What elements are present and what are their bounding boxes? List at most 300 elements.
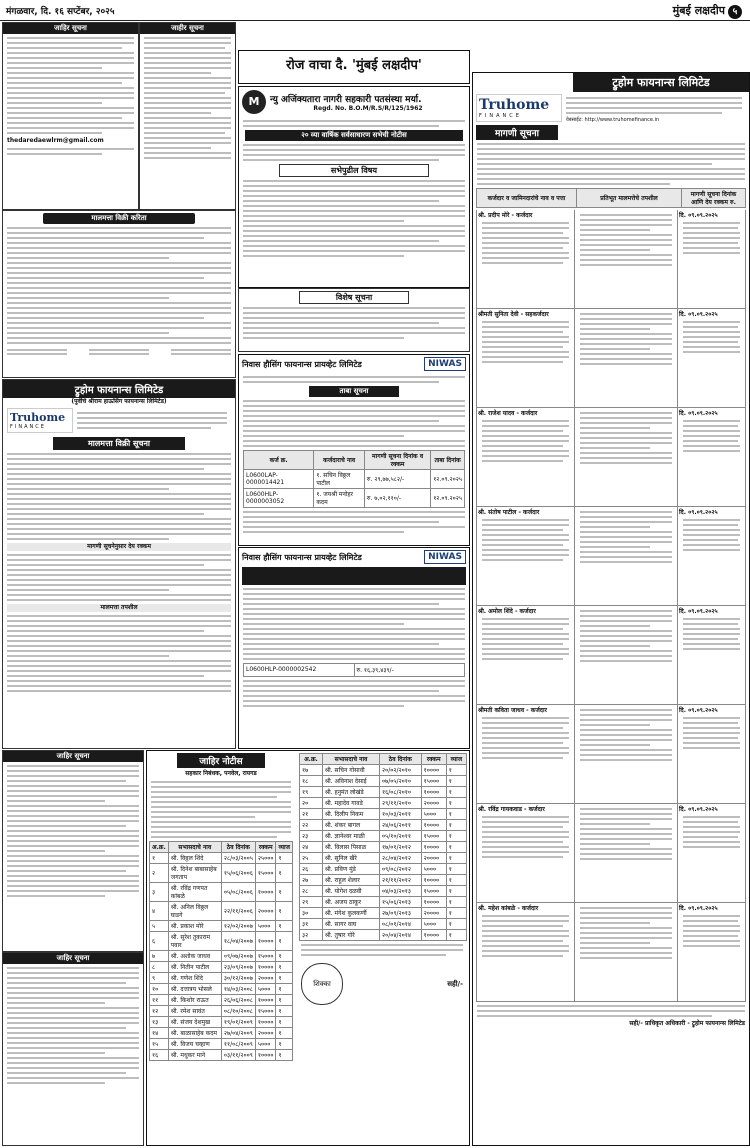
member-amount: १०००० (421, 765, 446, 776)
member-interest: १ (276, 864, 293, 883)
member-interest: १ (276, 973, 293, 984)
table-row (300, 776, 467, 787)
contact-email: thedaredaewlrm@gmail.com (7, 137, 104, 144)
table-row (300, 908, 467, 919)
member-interest: १ (446, 842, 466, 853)
notice-title: जाहिर सूचना (3, 23, 138, 34)
member-interest: १ (446, 864, 466, 875)
member-sr: ६ (150, 932, 169, 951)
member-amount: १५००० (421, 886, 446, 897)
member-interest: १ (276, 1050, 293, 1061)
member-amount: २०००० (421, 908, 446, 919)
truhome-sale-notice (2, 379, 236, 749)
bottom-left-notice-2 (2, 952, 144, 1146)
member-amount: ५००० (421, 809, 446, 820)
niwas-logo: NIWAS (424, 357, 466, 371)
signature: सही/- (447, 979, 463, 988)
member-amount: १०००० (255, 1017, 276, 1028)
member-name: श्री. मधुकर माने (168, 1050, 221, 1061)
member-date: ०८/१०/२००८ (221, 1006, 255, 1017)
member-sr: २९ (300, 897, 323, 908)
member-name: श्री. सागर वाघ (322, 919, 379, 930)
member-interest: १ (276, 1006, 293, 1017)
member-amount: १५००० (421, 776, 446, 787)
demand-date: दि. ०९.०९.२०२५ (679, 311, 718, 318)
member-interest: १ (276, 962, 293, 973)
member-sr: २६ (300, 864, 323, 875)
member-sr: २१ (300, 809, 323, 820)
member-amount: २०००० (421, 798, 446, 809)
member-amount: १०००० (421, 820, 446, 831)
member-date: १०/०३/२०११ (380, 809, 422, 820)
col-demand: मागणी सूचना दिनांक आणि देय रक्कम रु. (682, 189, 746, 208)
member-sr: १९ (300, 787, 323, 798)
col-interest: व्याज (276, 842, 293, 853)
member-interest: १ (276, 932, 293, 951)
loan-no: L0600HLP-0000003052 (244, 489, 314, 508)
member-date: १७/०१/२०१२ (380, 842, 422, 853)
table-row (150, 883, 293, 902)
member-date: १८/०४/२००७ (221, 932, 255, 951)
demand-row (476, 804, 746, 903)
table-row (300, 798, 467, 809)
member-name: श्री. गणेश शिंदे (168, 973, 221, 984)
table-row (300, 930, 467, 941)
member-amount: १०००० (255, 1050, 276, 1061)
truhome-company: ट्रुहोम फायनान्स लिमिटेड (573, 73, 749, 92)
agenda-title: सभेपुढील विषय (279, 164, 429, 177)
niwas-col-name: कर्जदाराचे नाव (314, 451, 365, 470)
member-date: ०४/०३/२०१३ (380, 886, 422, 897)
col-property: प्रतिभूत मालमत्तेचे तपशील (577, 189, 682, 208)
society-name: न्यु अजिंक्यतारा नागरी सहकारी पतसंस्था मर्या. (270, 95, 422, 105)
demand-row (476, 606, 746, 705)
niwas-possession-notice (238, 354, 470, 546)
special-instructions (238, 288, 470, 352)
public-notice-sub: सहकार निबंधक, पनवेल, रायगड (185, 770, 257, 777)
demand-date: दि. ०९.०९.२०२५ (679, 806, 718, 813)
bottom-left-title-2: जाहिर सूचना (3, 953, 143, 964)
member-amount: १०००० (421, 875, 446, 886)
member-interest: १ (446, 875, 466, 886)
member-sr: २४ (300, 842, 323, 853)
table-row (300, 864, 467, 875)
bottom-left-title-1: जाहिर सूचना (3, 751, 143, 762)
table-row (300, 919, 467, 930)
member-name: श्री. ज्ञानेश्वर माळी (322, 831, 379, 842)
property-sale-notice (2, 210, 236, 378)
member-date: १४/०३/२००८ (221, 984, 255, 995)
member-name: श्री. शंकर बागल (322, 820, 379, 831)
member-interest: १ (446, 787, 466, 798)
truhome-left-company: ट्रुहोम फायनान्स लिमिटेड (3, 380, 235, 398)
truhome-section: मागणी सूचना (476, 125, 558, 140)
member-sr: २७ (300, 875, 323, 886)
member-sr: २ (150, 864, 169, 883)
member-name: श्री. प्रकाश मोरे (168, 921, 221, 932)
possession-date: १२.०९.२०२५ (431, 470, 465, 489)
member-sr: १३ (150, 1017, 169, 1028)
table-row (150, 973, 293, 984)
truhome-left-table-head: मागणी सूचनेनुसार देय रक्कम (7, 543, 231, 551)
members-table-1 (149, 841, 293, 1061)
table-row (300, 886, 467, 897)
member-sr: १४ (150, 1028, 169, 1039)
niwas-table (243, 450, 465, 508)
niwas2-logo: NIWAS (424, 550, 466, 564)
table-row (244, 470, 465, 489)
demand-date: दि. ०९.०९.२०२५ (679, 608, 718, 615)
borrower-name: १. सचिन विठ्ठल पाटील (314, 470, 365, 489)
member-name: श्री. महादेव गावडे (322, 798, 379, 809)
member-amount: २०००० (255, 973, 276, 984)
member-name: श्री. विलास पिसाळ (322, 842, 379, 853)
member-interest: १ (446, 776, 466, 787)
members-table-2 (299, 753, 467, 941)
left-top-notice-1 (2, 22, 139, 210)
table-row (150, 995, 293, 1006)
stamp: शिक्का (301, 963, 343, 1005)
member-interest: १ (446, 930, 466, 941)
table-row (300, 765, 467, 776)
niwas-company: निवास हौसिंग फायनान्स प्रायव्हेट लिमिटेड (242, 359, 362, 369)
member-name: श्री. बाळासाहेब कदम (168, 1028, 221, 1039)
member-date: २३/०९/२००७ (221, 962, 255, 973)
borrower-name: श्री. अमोल शिंदे - कर्जदार (478, 608, 536, 615)
date-line: मंगळवार, दि. १६ सप्टेंबर, २०२५ (6, 7, 115, 17)
member-sr: २२ (300, 820, 323, 831)
member-date: २८/०४/२०१२ (380, 853, 422, 864)
member-amount: १५००० (255, 864, 276, 883)
member-date: ०५/१०/२०११ (380, 831, 422, 842)
member-name: श्री. विजय चव्हाण (168, 1039, 221, 1050)
member-sr: १५ (150, 1039, 169, 1050)
col-member: सभासदाचे नाव (168, 842, 221, 853)
borrower-name: श्री. संतोष पाटील - कर्जदार (478, 509, 540, 516)
member-date: ०८/०१/२०१४ (380, 919, 422, 930)
table-row (150, 853, 293, 864)
col-sr: अ.क्र. (150, 842, 169, 853)
table-row (300, 897, 467, 908)
demand-date: दि. ०९.०९.२०२५ (679, 410, 718, 417)
member-sr: २३ (300, 831, 323, 842)
member-date: २२/११/२००६ (221, 902, 255, 921)
tagline-banner (238, 50, 470, 84)
tagline-text: रोज वाचा दै. 'मुंबई लक्षदीप' (286, 58, 422, 73)
demand-date: दि. ०९.०९.२०२५ (679, 905, 718, 912)
member-date: ११/०८/२००९ (221, 1039, 255, 1050)
member-amount: १५००० (421, 831, 446, 842)
member-name: श्री. सुनिल खैरे (322, 853, 379, 864)
borrower-name: श्री. प्रदीप मोरे - कर्जदार (478, 212, 533, 219)
member-name: श्री. अशोक जाधव (168, 951, 221, 962)
col-member: सभासदाचे नाव (322, 754, 379, 765)
member-date: ०५/०८/२००६ (221, 883, 255, 902)
member-date: १५/०६/२०१३ (380, 897, 422, 908)
member-amount: २०००० (255, 1028, 276, 1039)
member-date: २०/०४/२०१४ (380, 930, 422, 941)
member-date: २१/११/२०१२ (380, 875, 422, 886)
demand-row (476, 903, 746, 1002)
member-date: २०/०२/२०१० (380, 765, 422, 776)
borrower-name: श्री. रविंद्र गायकवाड - कर्जदार (478, 806, 545, 813)
demand-row (476, 309, 746, 408)
agm-notice-title: २० व्या वार्षिक सर्वसाधारण सभेची नोटीस (245, 130, 463, 141)
page-number: ५ (728, 5, 742, 19)
demand-date: दि. ०९.०९.२०२५ (679, 212, 718, 219)
member-amount: ५००० (421, 864, 446, 875)
demand-row (476, 705, 746, 804)
truhome-footer: सही/- प्राधिकृत अधिकारी - ट्रुहोम फायनान्स लिमिटेड (629, 1020, 745, 1027)
member-name: श्री. संजय देशमुख (168, 1017, 221, 1028)
member-sr: ३० (300, 908, 323, 919)
member-sr: १६ (150, 1050, 169, 1061)
table-row (150, 951, 293, 962)
member-amount: १५००० (255, 951, 276, 962)
member-amount: १०००० (421, 787, 446, 798)
member-name: श्री. हनुमंत लोखंडे (322, 787, 379, 798)
member-date: २७/०९/२०१३ (380, 908, 422, 919)
member-amount: १०००० (421, 897, 446, 908)
table-row (300, 853, 467, 864)
table-row (150, 1017, 293, 1028)
member-interest: १ (276, 995, 293, 1006)
table-row (150, 1050, 293, 1061)
paper-name: मुंबई लक्षदीप ५ (673, 3, 742, 19)
col-amount: रक्कम (255, 842, 276, 853)
member-sr: २० (300, 798, 323, 809)
member-amount: २०००० (421, 853, 446, 864)
niwas-notice-2 (238, 547, 470, 749)
table-row (150, 902, 293, 921)
member-amount: १०००० (255, 932, 276, 951)
member-amount: २०००० (255, 902, 276, 921)
truhome-logo (7, 408, 73, 433)
member-date: १५/०६/२००६ (221, 864, 255, 883)
public-notice-title: जाहिर नोटीस (177, 753, 265, 768)
col-date: ठेव दिनांक (221, 842, 255, 853)
member-name: श्री. रमेश सावंत (168, 1006, 221, 1017)
niwas2-company: निवास हौसिंग फायनान्स प्रायव्हेट लिमिटेड (242, 552, 362, 562)
member-name: श्री. अनिल विठ्ठल घाडगे (168, 902, 221, 921)
member-date: ३०/१२/२००७ (221, 973, 255, 984)
table-row (244, 489, 465, 508)
member-amount: २५००० (255, 853, 276, 864)
table-row (300, 875, 467, 886)
col-borrower: कर्जदार व जामिनदारांचे नाव व पत्ता (477, 189, 577, 208)
member-name: श्री. सुरेश तुकाराम पवार (168, 932, 221, 951)
member-sr: १७ (300, 765, 323, 776)
member-name: श्री. दिनेश बाबासाहेब जगताप (168, 864, 221, 883)
member-date: ०९/०७/२००७ (221, 951, 255, 962)
member-name: श्री. रविंद्र गणपत कांबळे (168, 883, 221, 902)
loan-no: L0600LAP-0000014421 (244, 470, 314, 489)
member-amount: ५००० (255, 921, 276, 932)
member-name: श्री. राहुल शेलार (322, 875, 379, 886)
table-row (150, 1006, 293, 1017)
society-agm-notice (238, 86, 470, 288)
member-name: श्री. मंगेश कुलकर्णी (322, 908, 379, 919)
page-header (0, 0, 750, 21)
member-sr: १ (150, 853, 169, 864)
niwas-col-loan: कर्ज क्र. (244, 451, 314, 470)
member-sr: १८ (300, 776, 323, 787)
demand-amount: रु. ७,०२,११०/- (364, 489, 430, 508)
member-amount: ५००० (255, 1039, 276, 1050)
member-sr: ३ (150, 883, 169, 902)
member-name: श्री. किशोर राऊत (168, 995, 221, 1006)
member-name: श्री. प्रविण मुंडे (322, 864, 379, 875)
borrower-name: श्री. महेश कांबळे - कर्जदार (478, 905, 539, 912)
member-interest: १ (446, 798, 466, 809)
member-interest: १ (446, 919, 466, 930)
society-regd: Regd. No. B.O.M/R.S/R/125/1962 (313, 105, 423, 112)
member-date: १९/०१/२००९ (221, 1017, 255, 1028)
truhome-brand: Truhome (10, 411, 66, 424)
member-amount: ५००० (255, 984, 276, 995)
member-interest: १ (276, 1017, 293, 1028)
demand-row (476, 507, 746, 606)
table-row (150, 962, 293, 973)
table-row (300, 809, 467, 820)
member-sr: ९ (150, 973, 169, 984)
member-name: श्री. नितीन पाटील (168, 962, 221, 973)
col-amount: रक्कम (421, 754, 446, 765)
member-interest: १ (446, 908, 466, 919)
member-date: ०९/०८/२०१२ (380, 864, 422, 875)
borrower-name: श्रीमती कविता जाधव - कर्जदार (478, 707, 547, 714)
col-interest: व्याज (446, 754, 466, 765)
member-interest: १ (276, 951, 293, 962)
member-amount: १०००० (421, 842, 446, 853)
table-row (150, 1028, 293, 1039)
member-date: ०७/०५/२०१० (380, 776, 422, 787)
member-sr: १२ (150, 1006, 169, 1017)
member-sr: ७ (150, 951, 169, 962)
member-date: १२/०२/२००७ (221, 921, 255, 932)
niwas-section: ताबा सूचना (309, 386, 399, 397)
special-title: विशेष सूचना (299, 291, 409, 304)
table-row (300, 820, 467, 831)
member-name: श्री. विठ्ठल शिंदे (168, 853, 221, 864)
member-date: २६/०६/२००८ (221, 995, 255, 1006)
borrower-name: श्री. राजेश यादव - कर्जदार (478, 410, 538, 417)
member-name: श्री. सचिन गोसावी (322, 765, 379, 776)
demand-rows (473, 210, 749, 1002)
demand-date: दि. ०९.०९.२०२५ (679, 509, 718, 516)
bottom-left-notice-1 (2, 750, 144, 952)
member-amount: ५००० (421, 919, 446, 930)
notice-title-2: जाहीर सूचना (140, 23, 235, 34)
demand-amount: रु. २९,७७,५८२/- (364, 470, 430, 489)
table-row (150, 921, 293, 932)
truhome-top-brand: Truhome (479, 97, 550, 113)
borrower-name: श्रीमती सुनिता देवी - सहकर्जदार (478, 311, 549, 318)
demand-row (476, 210, 746, 309)
possession-date: १२.०९.२०२५ (431, 489, 465, 508)
col-sr: अ.क्र. (300, 754, 323, 765)
member-amount: १०००० (421, 930, 446, 941)
member-sr: ३१ (300, 919, 323, 930)
truhome-top-logo (476, 94, 562, 122)
demand-date: दि. ०९.०९.२०२५ (679, 707, 718, 714)
society-logo: M (242, 90, 266, 114)
niwas2-amount: रु. १६,३९,४३९/- (354, 664, 465, 676)
member-interest: १ (446, 897, 466, 908)
member-sr: ५ (150, 921, 169, 932)
public-notice-members (146, 750, 470, 1146)
member-name: श्री. अविनाश देसाई (322, 776, 379, 787)
member-name: श्री. दिलीप निकम (322, 809, 379, 820)
table-row (150, 1039, 293, 1050)
member-sr: ४ (150, 902, 169, 921)
member-name: श्री. तुषार गोरे (322, 930, 379, 941)
member-date: २७/०४/२००९ (221, 1028, 255, 1039)
member-amount: १०००० (255, 962, 276, 973)
member-interest: १ (446, 831, 466, 842)
niwas-col-amount: मागणी सूचना दिनांक व रक्कम (364, 451, 430, 470)
table-row (150, 984, 293, 995)
member-sr: ८ (150, 962, 169, 973)
table-row (300, 831, 467, 842)
member-date: २८/०३/२००५ (221, 853, 255, 864)
member-sr: १० (150, 984, 169, 995)
truhome-website: वेबसाईट: http://www.truhomefinance.in (566, 117, 660, 123)
member-interest: १ (276, 921, 293, 932)
member-amount: १५००० (255, 1006, 276, 1017)
member-date: १६/०८/२०१० (380, 787, 422, 798)
member-name: श्री. योगेश दळवी (322, 886, 379, 897)
table-row (150, 864, 293, 883)
member-amount: १०००० (255, 995, 276, 1006)
truhome-left-table2-head: मालमत्ता तपशील (7, 604, 231, 612)
truhome-left-sub: (पुर्वीचे श्रीराम हाऊसिंग फायनान्स लिमिटेड) (71, 398, 167, 405)
table-row (150, 932, 293, 951)
member-interest: १ (446, 853, 466, 864)
member-interest: १ (276, 1028, 293, 1039)
member-interest: १ (446, 886, 466, 897)
member-sr: ३२ (300, 930, 323, 941)
truhome-demand-notice (472, 72, 750, 1146)
niwas-col-date: ताबा दिनांक (431, 451, 465, 470)
member-sr: २८ (300, 886, 323, 897)
truhome-left-section: मालमत्ता विक्री सूचना (53, 437, 185, 450)
member-interest: १ (276, 902, 293, 921)
left-top-notice-2 (139, 22, 236, 210)
member-interest: १ (276, 883, 293, 902)
demand-table (476, 188, 746, 208)
member-date: ०३/११/२००९ (221, 1050, 255, 1061)
member-sr: २५ (300, 853, 323, 864)
col-date: ठेव दिनांक (380, 754, 422, 765)
member-name: श्री. दत्तात्रय भोसले (168, 984, 221, 995)
sale-notice-title: मालमत्ता विक्री करिता (43, 213, 195, 224)
member-interest: १ (276, 1039, 293, 1050)
table-row (300, 787, 467, 798)
member-amount: १०००० (255, 883, 276, 902)
truhome-brand-sub: FINANCE (10, 424, 46, 430)
member-interest: १ (276, 984, 293, 995)
niwas2-loan: L0600HLP-0000002542 (246, 666, 317, 673)
truhome-top-brand-sub: FINANCE (479, 113, 522, 119)
member-interest: १ (446, 820, 466, 831)
table-row (300, 842, 467, 853)
member-date: २४/०६/२०११ (380, 820, 422, 831)
member-sr: ११ (150, 995, 169, 1006)
member-interest: १ (446, 765, 466, 776)
demand-row (476, 408, 746, 507)
member-name: श्री. अजय ठाकूर (322, 897, 379, 908)
